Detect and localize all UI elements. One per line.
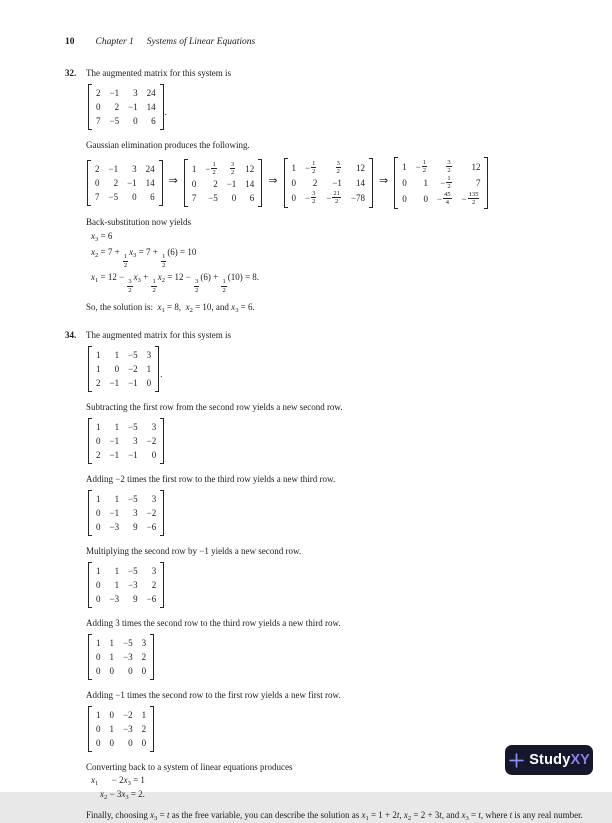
matrix-period: .: [164, 106, 167, 117]
matrix-cell: −1: [109, 450, 120, 461]
matrix-cell: 0: [423, 193, 429, 204]
matrix-bracket-right: [258, 159, 262, 207]
matrix-cell: −1: [128, 378, 138, 389]
matrix-cell: 0: [96, 724, 101, 735]
matrix-cell: 2: [141, 724, 147, 735]
matrix-cell: 6: [249, 192, 255, 203]
matrix-cell: 1: [109, 652, 114, 663]
math-variable: t: [396, 810, 400, 821]
matrix-cell: 14: [355, 177, 365, 188]
matrix-cell: 1: [96, 710, 101, 721]
matrix-cell: −2: [146, 436, 157, 447]
matrix-cell: 0: [109, 666, 114, 677]
matrix-bracket-right: [159, 160, 163, 206]
matrix-cell: 12: [355, 162, 365, 173]
matrix-cell: 1: [114, 494, 120, 505]
matrix-cell: 0: [291, 177, 296, 188]
matrix-cell: 0: [96, 738, 101, 749]
plus-icon: [508, 752, 525, 769]
implies-arrow: ⇒: [168, 175, 178, 188]
matrix-cell: −1: [109, 436, 120, 447]
matrix-cell: 2: [95, 163, 100, 174]
equation-x3: $x_3 = 6$: [91, 230, 113, 243]
matrix-cell: 0: [231, 192, 237, 203]
system-equation-1: $x_1$ − $2x_3 = 1$: [91, 775, 145, 788]
matrix-cell: 0: [109, 710, 114, 721]
matrix-cell: 1: [96, 494, 101, 505]
system-equation-2: $x_2 - 3x_3 = 2$.: [100, 789, 145, 802]
equation-x2: $x_2 = 7$ + $\frac{1}{2}$ $x_3 = 7$ + $\frac{1}{2}$ (6) = 10: [91, 246, 197, 269]
convert-caption: Converting back to a system of linear equations produces: [86, 762, 293, 773]
fraction: $\frac{3}{2}$: [195, 278, 199, 294]
fraction: $\frac{135}{2}$: [468, 190, 479, 207]
matrix-cell: 2: [114, 102, 120, 112]
matrix-cell: −5: [123, 638, 133, 649]
fraction: $\frac{3}{2}$: [336, 159, 340, 176]
matrix-cell: −1: [226, 178, 237, 189]
matrix-cell: 3: [141, 638, 147, 649]
matrix-cell: 0: [128, 666, 133, 677]
matrix-cell: 2: [96, 450, 101, 461]
fraction: $\frac{3}{2}$: [128, 278, 132, 294]
matrix-cell: 2: [141, 652, 147, 663]
math-variable: $x_1$: [91, 775, 99, 788]
matrix-cell: 2: [96, 88, 101, 98]
math-variable: $x_3$: [150, 810, 158, 823]
step-1-caption: Subtracting the first row from the second row yields a new second row.: [86, 402, 343, 413]
implies-arrow: ⇒: [378, 175, 389, 188]
matrix-cell: 1: [96, 566, 101, 577]
matrix-cell: 0: [141, 666, 147, 677]
math-variable: $x_2$: [100, 789, 108, 802]
fraction: $\frac{1}{2}$: [123, 253, 128, 269]
matrix-cell: 0: [291, 192, 296, 203]
matrix-cell: 6: [150, 191, 155, 202]
fraction: $\frac{1}{2}$: [312, 159, 316, 176]
matrix-cell: 0: [133, 116, 138, 126]
math-variable: $x_3$: [129, 246, 137, 259]
matrix-cell: 1: [109, 724, 114, 735]
matrix-cell: −1: [109, 508, 120, 519]
page-header: [0, 0, 612, 47]
matrix-cell: 14: [145, 177, 155, 188]
fraction: $\frac{1}{2}$: [152, 278, 156, 294]
matrix-bracket-right: [150, 706, 154, 752]
page-number: 10: [65, 37, 75, 47]
augmented-matrix-34: [88, 346, 162, 392]
backsubstitution-caption: Back-substitution now yields: [86, 216, 191, 227]
matrix-cell: − $\frac{1}{2}$: [305, 159, 316, 176]
matrix-cell: 0: [151, 450, 157, 461]
math-variable: t: [167, 810, 170, 821]
step-5-caption: Adding −1 times the second row to the first row yields a new first row.: [86, 690, 341, 701]
math-variable: $x_3$: [121, 789, 129, 802]
matrix-cell: 7: [475, 177, 481, 188]
matrix-cell: 12: [245, 163, 255, 174]
matrix-34-step-1: [88, 418, 164, 464]
matrix-cell: [227, 161, 237, 177]
math-variable: $x_3$: [461, 810, 469, 823]
matrix-bracket-right: [160, 84, 164, 130]
matrix-cell: 0: [96, 652, 101, 663]
step-2-caption: Adding −2 times the first row to the third row yields a new third row.: [86, 474, 336, 485]
problem-34-number: 34.: [65, 330, 77, 341]
matrix-34-step-4: [88, 634, 154, 680]
matrix-cell: 1: [146, 364, 152, 375]
matrix-cell: −6: [146, 594, 157, 605]
matrix-cell: 2: [151, 580, 157, 591]
matrix-cell: 3: [146, 350, 152, 361]
matrix-cell: − $\frac{3}{2}$: [305, 189, 316, 206]
matrix-cell: 0: [191, 178, 197, 189]
matrix-cell: −5: [108, 191, 119, 202]
elimination-matrix-1: [87, 160, 163, 206]
fraction: $\frac{1}{2}$: [422, 159, 427, 175]
math-variable: $x_1$: [157, 302, 165, 315]
matrix-bracket-right: [150, 634, 154, 680]
matrix-cell: 2: [312, 177, 318, 188]
matrix-34-step-5: [88, 706, 154, 752]
matrix-cell: 7: [96, 116, 101, 126]
fraction: $\frac{1}{2}$: [447, 174, 451, 191]
matrix-cell: −2: [123, 710, 133, 721]
matrix-cell: −3: [123, 652, 133, 663]
elimination-matrix-2: [184, 159, 262, 207]
matrix-bracket-right: [160, 562, 164, 608]
matrix-cell: − $\frac{21}{2}$: [326, 189, 340, 206]
math-variable: t: [509, 810, 513, 821]
matrix-cell: −3: [123, 724, 133, 735]
matrix-cell: −5: [128, 494, 138, 505]
matrix-cell: −1: [109, 378, 120, 389]
matrix-cell: 3: [151, 422, 157, 433]
matrix-cell: −1: [128, 102, 138, 112]
problem-32: [65, 68, 584, 313]
matrix-cell: − $\frac{135}{2}$: [461, 190, 479, 207]
matrix-cell: −1: [332, 177, 342, 188]
matrix-cell: 24: [146, 88, 156, 98]
math-variable: $x_3$: [91, 230, 99, 243]
matrix-cell: 1: [423, 177, 429, 188]
math-variable: $x_3$: [123, 775, 131, 788]
math-variable: $x_3$: [133, 272, 141, 284]
matrix-cell: 1: [114, 350, 120, 361]
step-3-caption: Multiplying the second row by −1 yields a new second row.: [86, 546, 302, 557]
matrix-cell: 3: [151, 494, 157, 505]
matrix-cell: 0: [114, 364, 120, 375]
matrix-cell: −6: [146, 522, 157, 533]
matrix-cell: −5: [208, 192, 218, 203]
matrix-cell: 0: [128, 738, 133, 749]
matrix-34-step-2: [88, 490, 164, 536]
equation-x1: $x_1 = 12$ − $\frac{3}{2}$ $x_3$ + $\frac{1}{2}$ $x_2 = 12$ − $\frac{3}{2}$ (6) + $\frac{1}{2}$ (10) = 8.: [91, 272, 260, 294]
matrix-cell: 1: [141, 710, 147, 721]
matrix-cell: 7: [95, 191, 100, 202]
matrix-cell: 1: [96, 638, 101, 649]
matrix-cell: −1: [108, 163, 119, 174]
math-variable: t: [478, 810, 481, 821]
matrix-cell: 14: [245, 178, 255, 189]
matrix-cell: [326, 160, 342, 176]
fraction: $\frac{1}{2}$: [212, 160, 216, 177]
matrix-cell: 9: [133, 594, 138, 605]
matrix-cell: 14: [146, 102, 156, 112]
fraction: $\frac{1}{2}$: [162, 253, 166, 269]
matrix-cell: 3: [133, 88, 138, 98]
fraction: $\frac{1}{2}$: [222, 278, 226, 294]
matrix-cell: 1: [291, 162, 296, 173]
matrix-bracket-right: [484, 157, 488, 209]
matrix-cell: 2: [113, 177, 119, 188]
math-variable: $x_2$: [157, 272, 165, 284]
matrix-cell: 1: [96, 422, 101, 433]
matrix-cell: 2: [213, 178, 218, 189]
matrix-cell: 1: [96, 364, 101, 375]
matrix-cell: 0: [96, 102, 101, 112]
matrix-period: .: [160, 368, 163, 379]
matrix-cell: 1: [191, 163, 197, 174]
math-variable: $x_1$: [361, 810, 369, 823]
matrix-cell: −1: [127, 177, 137, 188]
matrix-cell: 0: [96, 580, 101, 591]
matrix-cell: −2: [146, 508, 157, 519]
elimination-sequence: [87, 157, 584, 209]
matrix-cell: −1: [128, 450, 138, 461]
matrix-cell: 2: [96, 378, 101, 389]
matrix-cell: 0: [146, 378, 152, 389]
matrix-cell: − $\frac{1}{2}$: [205, 160, 216, 177]
matrix-cell: −2: [128, 364, 138, 375]
matrix-cell: −5: [128, 422, 138, 433]
matrix-cell: −3: [109, 522, 120, 533]
matrix-bracket-right: [160, 490, 164, 536]
matrix-cell: −5: [109, 116, 120, 126]
matrix-cell: 3: [133, 508, 138, 519]
studyxy-logo: [505, 745, 593, 775]
matrix-cell: −78: [350, 192, 365, 203]
matrix-cell: 0: [96, 436, 101, 447]
math-variable: $x_2$: [91, 246, 99, 259]
matrix-cell: 0: [96, 666, 101, 677]
final-solution-paragraph: Finally, choosing $x_3 = t$ as the free variable, you can describe the solution as $x_1 = 1 + 2t$, $x_2 = 2 + 3t$, and $x_3 = t$, where t is any real number.: [86, 810, 583, 823]
chapter-label: Chapter 1: [95, 37, 134, 47]
math-variable: $x_2$: [403, 810, 412, 823]
matrix-cell: − $\frac{1}{2}$: [415, 159, 427, 175]
math-variable: $x_3$: [231, 302, 239, 315]
matrix-cell: 1: [114, 422, 120, 433]
book-title: Systems of Linear Equations: [146, 37, 256, 47]
matrix-bracket-right: [160, 418, 164, 464]
matrix-cell: 9: [133, 522, 138, 533]
augmented-matrix-32: [88, 84, 167, 130]
math-variable: t: [439, 810, 442, 821]
brand-name-accent: XY: [570, 752, 590, 768]
matrix-cell: 0: [109, 738, 114, 749]
matrix-bracket-right: [155, 346, 159, 392]
elimination-matrix-3: [284, 158, 373, 208]
matrix-cell: −1: [109, 88, 120, 98]
matrix-cell: 0: [402, 177, 407, 188]
matrix-cell: 0: [96, 508, 101, 519]
matrix-cell: 1: [96, 350, 101, 361]
gaussian-elimination-caption: Gaussian elimination produces the following.: [86, 140, 250, 150]
matrix-cell: [437, 159, 453, 175]
matrix-cell: 24: [145, 163, 155, 174]
step-4-caption: Adding 3 times the second row to the third row yields a new third row.: [86, 618, 341, 629]
matrix-cell: 3: [132, 163, 137, 174]
matrix-cell: 7: [191, 192, 197, 203]
matrix-cell: 12: [471, 161, 481, 172]
matrix-cell: 1: [109, 638, 114, 649]
solution-statement-32: So, the solution is: $x_1 = 8$, $x_2 = 10$, and $x_3 = 6$.: [86, 302, 255, 315]
matrix-cell: 0: [95, 177, 100, 188]
math-variable: $x_1$: [91, 272, 99, 284]
matrix-cell: −5: [128, 350, 138, 361]
matrix-cell: 0: [96, 522, 101, 533]
math-variable: $x_2$: [185, 302, 193, 315]
matrix-cell: 0: [141, 738, 147, 749]
matrix-cell: − $\frac{1}{2}$: [440, 174, 451, 191]
problem-32-intro: The augmented matrix for this system is: [86, 68, 231, 78]
matrix-cell: 0: [132, 191, 137, 202]
matrix-cell: 6: [151, 116, 156, 126]
fraction: $\frac{45}{4}$: [444, 190, 451, 207]
fraction: $\frac{3}{2}$: [231, 160, 235, 177]
matrix-cell: 1: [402, 161, 407, 172]
fraction: $\frac{21}{2}$: [333, 189, 340, 206]
matrix-cell: 3: [151, 566, 157, 577]
matrix-cell: −3: [109, 594, 120, 605]
matrix-cell: 0: [402, 193, 407, 204]
matrix-34-step-3: [88, 562, 164, 608]
fraction: $\frac{3}{2}$: [312, 189, 316, 206]
matrix-cell: 3: [133, 436, 138, 447]
matrix-cell: 1: [114, 580, 120, 591]
fraction: $\frac{3}{2}$: [447, 159, 451, 175]
problem-34-intro: The augmented matrix for this system is: [86, 330, 231, 341]
problem-32-number: 32.: [65, 68, 77, 78]
matrix-cell: −3: [128, 580, 138, 591]
matrix-cell: 1: [114, 566, 120, 577]
brand-name-primary: Study: [529, 752, 571, 768]
matrix-cell: − $\frac{45}{4}$: [437, 190, 451, 207]
elimination-matrix-4: [394, 157, 488, 209]
implies-arrow: ⇒: [268, 175, 278, 188]
matrix-cell: −5: [128, 566, 138, 577]
matrix-cell: 0: [96, 594, 101, 605]
matrix-bracket-right: [369, 158, 373, 208]
